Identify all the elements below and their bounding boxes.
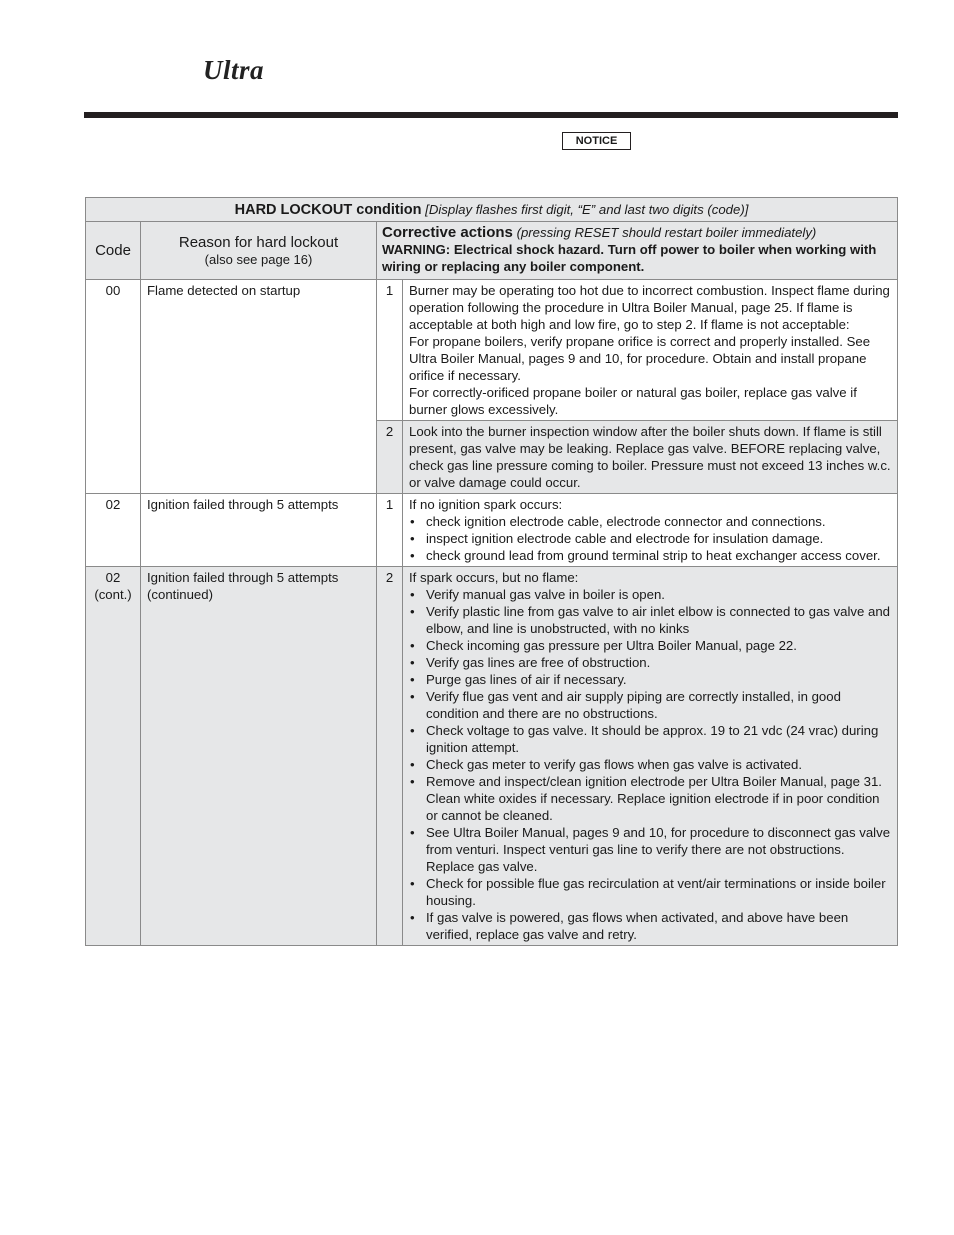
column-header-reason	[141, 222, 377, 280]
action-intro: If spark occurs, but no flame:	[409, 570, 579, 585]
code-cell	[86, 567, 141, 946]
table-title-italic: [Display flashes first digit, “E” and last two digits (code)]	[425, 201, 749, 217]
warning-label: WARNING:	[382, 242, 451, 257]
table-header-row	[86, 222, 898, 280]
action-number: 2	[377, 567, 403, 946]
column-header-code: Code	[86, 222, 141, 280]
action-paragraph: Burner may be operating too hot due to incorrect combustion. Inspect flame during operation following the procedure in Ultra Boiler Manual, page 25. If flame is acceptable at both high and low fire, go to step 2. If flame is not acceptable:	[409, 283, 890, 332]
code-cell: 02	[86, 494, 141, 567]
action-number: 1	[377, 280, 403, 421]
action-paragraph: For correctly-orificed propane boiler or natural gas boiler, replace gas valve if burner glows excessively.	[409, 385, 857, 417]
reason-sub: (continued)	[147, 587, 213, 602]
list-item: • Check incoming gas pressure per Ultra Boiler Manual, page 22.	[409, 637, 892, 654]
list-item: • check ground lead from ground terminal strip to heat exchanger access cover.	[409, 547, 892, 564]
list-item: • Verify plastic line from gas valve to air inlet elbow is connected to gas valve and elbow, and line is unobstructed, with no kinks	[409, 603, 892, 637]
list-item: • If gas valve is powered, gas flows when activated, and above have been verified, replace gas valve and retry.	[409, 909, 892, 943]
column-header-actions-note: (pressing RESET should restart boiler immediately)	[516, 225, 817, 240]
table-row	[86, 567, 898, 946]
list-item: • check ignition electrode cable, electrode connector and connections.	[409, 513, 892, 530]
list-item: • inspect ignition electrode cable and electrode for insulation damage.	[409, 530, 892, 547]
table-row	[86, 280, 898, 421]
action-paragraph: Look into the burner inspection window after the boiler shuts down. If flame is still present, gas valve may be leaking. Replace gas valve. BEFORE replacing valve, check gas line pressure coming to boiler. Pressure must not exceed 13 inches w.c. or valve damage could occur.	[409, 424, 891, 490]
action-text	[403, 421, 898, 494]
list-item: • Verify manual gas valve in boiler is open.	[409, 586, 892, 603]
table-title-row	[86, 198, 898, 222]
code-cell: 00	[86, 280, 141, 494]
list-item: • Check gas meter to verify gas flows when gas valve is activated.	[409, 756, 892, 773]
list-item: • Check for possible flue gas recirculation at vent/air terminations or inside boiler housing.	[409, 875, 892, 909]
reason-value: Ignition failed through 5 attempts	[147, 570, 339, 585]
list-item: • Remove and inspect/clean ignition electrode per Ultra Boiler Manual, page 31. Clean white oxides if necessary. Replace ignition electrode if in poor condition or cannot be cleaned.	[409, 773, 892, 824]
action-text	[403, 494, 898, 567]
list-item: • See Ultra Boiler Manual, pages 9 and 10, for procedure to disconnect gas valve from venturi. Inspect venturi gas line to verify there are not obstructions. Replace gas valve.	[409, 824, 892, 875]
action-paragraph: For propane boilers, verify propane orifice is correct and properly installed. See Ultra Boiler Manual, pages 9 and 10, for procedure. Obtain and install propane orifice if necessary.	[409, 334, 871, 383]
action-text	[403, 567, 898, 946]
column-header-reason-label: Reason for hard lockout	[178, 233, 339, 251]
warning-text: Electrical shock hazard. Turn off power to boiler when working with wiring or replacing any boiler component.	[382, 242, 877, 274]
reason-cell	[141, 567, 377, 946]
code-sub: (cont.)	[94, 587, 132, 602]
column-header-actions-label: Corrective actions	[382, 224, 513, 241]
action-intro: If no ignition spark occurs:	[409, 497, 563, 512]
action-bullets	[409, 586, 892, 943]
reason-cell: Ignition failed through 5 attempts	[141, 494, 377, 567]
table-title	[86, 198, 898, 222]
list-item: • Check voltage to gas valve. It should be approx. 19 to 21 vdc (24 vrac) during ignition attempt.	[409, 722, 892, 756]
hard-lockout-table	[85, 197, 898, 946]
table-row	[86, 494, 898, 567]
action-bullets	[409, 513, 892, 564]
action-number: 2	[377, 421, 403, 494]
column-header-reason-sub: (also see page 16)	[204, 251, 313, 267]
table-title-bold: HARD LOCKOUT condition	[234, 201, 422, 218]
list-item: • Verify flue gas vent and air supply piping are correctly installed, in good condition and there are no obstructions.	[409, 688, 892, 722]
action-text	[403, 280, 898, 421]
header-rule	[84, 112, 898, 118]
code-value: 02	[105, 570, 121, 585]
brand-logo: Ultra	[203, 55, 265, 85]
list-item: • Verify gas lines are free of obstruction.	[409, 654, 892, 671]
list-item: • Purge gas lines of air if necessary.	[409, 671, 892, 688]
notice-label: NOTICE	[562, 132, 631, 150]
column-header-actions	[377, 222, 898, 280]
reason-cell: Flame detected on startup	[141, 280, 377, 494]
action-number: 1	[377, 494, 403, 567]
